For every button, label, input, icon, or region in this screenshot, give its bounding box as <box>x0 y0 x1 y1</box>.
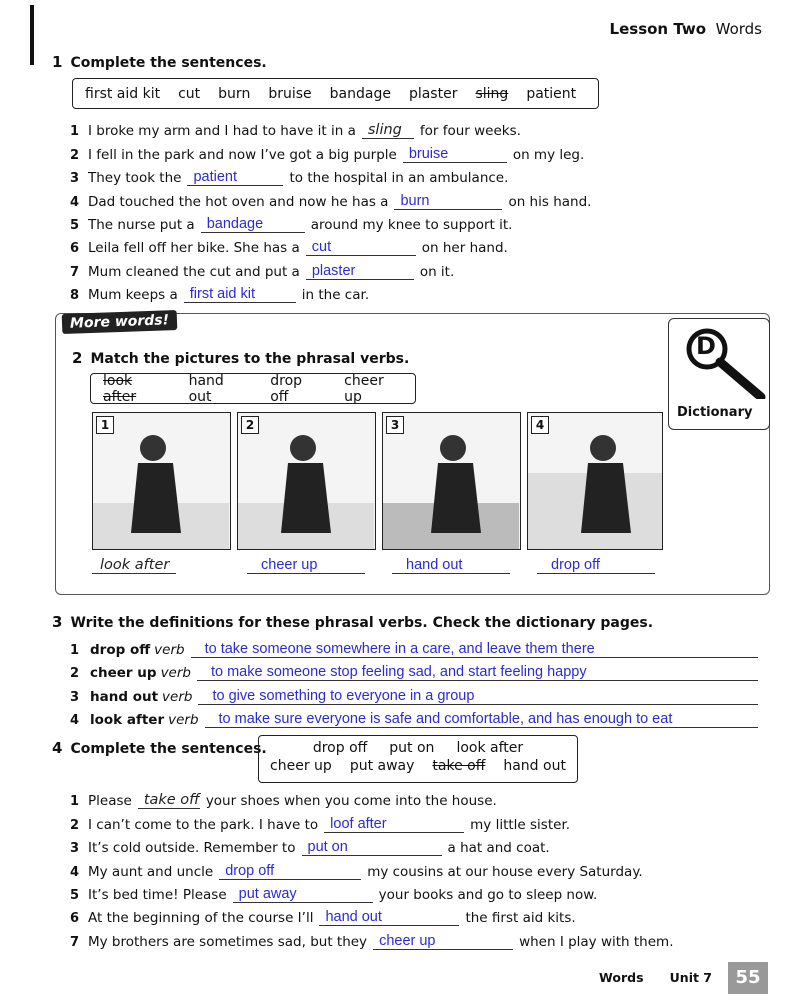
exercise-4-sentences <box>70 786 674 950</box>
word-option: bruise <box>268 85 312 102</box>
word-option: drop off <box>270 372 303 405</box>
word-option: burn <box>218 85 251 102</box>
sentence-start: Leila fell off her bike. She has a <box>88 240 300 257</box>
phrasal-verb: cheer up <box>90 665 157 681</box>
phrasal-verb: drop off <box>90 641 151 658</box>
magnifier-icon <box>669 319 769 399</box>
sentence-row <box>70 786 674 809</box>
exercise-4-title: 4 Complete the sentences. <box>52 739 267 757</box>
word-option: take off <box>432 758 486 774</box>
sentence-start: I can’t come to the park. I have to <box>88 816 319 833</box>
sentence-start: It’s bed time! Please <box>88 886 227 903</box>
sentence-end: in the car. <box>301 287 370 304</box>
sentence-end: my cousins at our house every Saturday. <box>367 863 643 880</box>
lesson-label: Lesson Two <box>609 20 707 38</box>
item-number: 5 <box>70 217 80 233</box>
page-footer: Words Unit 7 <box>599 970 712 985</box>
picture-number: 2 <box>241 416 259 434</box>
part-of-speech: verb <box>168 712 199 728</box>
item-number: 2 <box>70 817 80 833</box>
part-of-speech: verb <box>162 688 193 705</box>
item-number: 1 <box>70 124 80 140</box>
sentence-end: for four weeks. <box>419 123 521 140</box>
item-number: 2 <box>70 666 80 681</box>
item-number: 4 <box>70 864 80 880</box>
item-number: 1 <box>70 794 80 810</box>
more-words-badge: More words! <box>62 310 178 334</box>
sentence-row <box>70 233 591 256</box>
sentence-end: on my leg. <box>512 146 585 163</box>
item-number: 6 <box>70 911 80 927</box>
unit-title: Words <box>715 20 762 38</box>
sentence-row <box>70 880 674 903</box>
example-answer: sling <box>362 121 414 139</box>
sentence-row <box>70 833 674 856</box>
word-option: sling <box>475 85 509 102</box>
sentence-row <box>70 163 591 186</box>
answer-blank[interactable]: loof after <box>324 815 464 833</box>
answer-blank[interactable]: put on <box>302 838 442 856</box>
sentence-end: on his hand. <box>508 193 592 210</box>
word-option: put on <box>389 740 435 756</box>
sentence-end: when I play with them. <box>519 933 674 950</box>
sentence-end: your books and go to sleep now. <box>378 886 598 903</box>
dictionary-letter: D <box>696 332 716 360</box>
answer-blank[interactable]: burn <box>394 192 502 210</box>
word-option: drop off <box>312 740 368 756</box>
word-option: cut <box>178 85 201 102</box>
picture-number: 1 <box>96 416 114 434</box>
sentence-start: At the beginning of the course I’ll <box>88 910 314 927</box>
answer-blank[interactable]: bandage <box>201 215 305 233</box>
sentence-end: my little sister. <box>470 816 571 833</box>
picture-3 <box>382 412 521 550</box>
sentence-end: around my knee to support it. <box>310 216 513 233</box>
sentence-end: on her hand. <box>421 240 508 257</box>
exercise-3-definitions <box>70 634 764 728</box>
definition-row <box>70 681 764 705</box>
sentence-start: Mum keeps a <box>88 287 178 304</box>
word-option: plaster <box>408 85 458 102</box>
item-number: 3 <box>70 841 80 857</box>
answer-blank[interactable]: bruise <box>403 145 507 163</box>
definition-row <box>70 634 764 658</box>
sentence-start: Dad touched the hot oven and now he has a <box>88 193 389 210</box>
sentence-row <box>70 926 674 949</box>
example-answer: take off <box>138 791 200 809</box>
answer-blank[interactable]: drop off <box>537 556 655 574</box>
page-binding-edge <box>30 5 34 65</box>
sentence-start: I fell in the park and now I’ve got a big purple <box>88 146 397 163</box>
item-number: 4 <box>70 713 80 728</box>
exercise-1-sentences <box>70 116 591 303</box>
sentence-row <box>70 186 591 209</box>
definition-answer[interactable]: to take someone somewhere in a care, and leave them there <box>191 640 758 658</box>
definition-answer[interactable]: to make someone stop feeling sad, and start feeling happy <box>197 663 758 681</box>
word-option: hand out <box>503 758 566 774</box>
sentence-row <box>70 139 591 162</box>
sentence-start: It’s cold outside. Remember to <box>88 840 296 857</box>
sentence-start: The nurse put a <box>88 216 195 233</box>
answer-blank[interactable]: patient <box>187 168 283 186</box>
picture-2 <box>237 412 376 550</box>
sentence-start: I broke my arm and I had to have it in a <box>88 123 356 140</box>
answer-blank[interactable]: hand out <box>319 908 459 926</box>
sentence-row <box>70 210 591 233</box>
sentence-end: your shoes when you come into the house. <box>205 793 497 810</box>
exercise-1-title: 1 Complete the sentences. <box>52 53 267 71</box>
word-option: put away <box>349 758 415 774</box>
word-option: look after <box>456 740 524 756</box>
sentence-start: Please <box>88 793 132 810</box>
sentence-row <box>70 903 674 926</box>
sentence-row <box>70 116 591 139</box>
item-number: 5 <box>70 887 80 903</box>
item-number: 4 <box>70 194 80 210</box>
definition-answer[interactable]: to make sure everyone is safe and comfortable, and has enough to eat <box>205 710 758 728</box>
answer-blank[interactable]: hand out <box>392 556 510 574</box>
definition-answer[interactable]: to give something to everyone in a group <box>198 687 758 705</box>
answer-blank[interactable]: first aid kit <box>184 285 296 303</box>
item-number: 7 <box>70 934 80 950</box>
word-option: first aid kit <box>85 85 161 102</box>
word-option: look after <box>103 372 137 405</box>
example-answer: look after <box>92 556 176 574</box>
item-number: 8 <box>70 288 80 304</box>
sentence-start: Mum cleaned the cut and put a <box>88 263 300 280</box>
exercise-1-word-box <box>72 78 599 109</box>
item-number: 2 <box>70 147 80 163</box>
answer-blank[interactable]: drop off <box>219 862 361 880</box>
answer-blank[interactable]: plaster <box>306 262 414 280</box>
phrasal-verb: look after <box>90 712 165 728</box>
sentence-end: to the hospital in an ambulance. <box>289 170 509 187</box>
exercise-2-word-box <box>90 373 416 404</box>
dictionary-reference <box>668 318 770 430</box>
page-number: 55 <box>728 962 768 994</box>
word-option: cheer up <box>344 372 384 405</box>
definition-row <box>70 705 764 729</box>
answer-blank[interactable]: cheer up <box>247 556 365 574</box>
exercise-2-title: 2 Match the pictures to the phrasal verbs. <box>72 349 410 367</box>
picture-1 <box>92 412 231 550</box>
word-option: cheer up <box>270 758 332 774</box>
sentence-start: They took the <box>88 170 182 187</box>
sentence-end: the first aid kits. <box>465 910 576 927</box>
word-option: hand out <box>188 372 224 405</box>
sentence-row <box>70 256 591 279</box>
answer-blank[interactable]: put away <box>233 885 373 903</box>
sentence-row <box>70 280 591 303</box>
answer-blank[interactable]: cheer up <box>373 932 513 950</box>
exercise-4-word-box <box>258 735 578 783</box>
part-of-speech: verb <box>154 641 185 658</box>
item-number: 6 <box>70 241 80 257</box>
exercise-3-title: 3 Write the definitions for these phrasal verbs. Check the dictionary pages. <box>52 613 654 631</box>
item-number: 1 <box>70 642 80 658</box>
sentence-row <box>70 856 674 879</box>
sentence-start: My brothers are sometimes sad, but they <box>88 933 368 950</box>
phrasal-verb: hand out <box>90 688 159 705</box>
sentence-start: My aunt and uncle <box>88 863 214 880</box>
page-header <box>610 20 762 38</box>
picture-number: 4 <box>531 416 549 434</box>
sentence-end: on it. <box>419 263 455 280</box>
definition-row <box>70 658 764 682</box>
picture-number: 3 <box>386 416 404 434</box>
word-option: patient <box>526 85 577 102</box>
picture-4 <box>527 412 663 550</box>
item-number: 3 <box>70 171 80 187</box>
part-of-speech: verb <box>160 665 191 681</box>
item-number: 3 <box>70 689 80 705</box>
word-option: bandage <box>329 85 391 102</box>
answer-blank[interactable]: cut <box>306 238 416 256</box>
item-number: 7 <box>70 264 80 280</box>
sentence-row <box>70 809 674 832</box>
dictionary-label: Dictionary <box>677 405 753 420</box>
sentence-end: a hat and coat. <box>447 840 550 857</box>
